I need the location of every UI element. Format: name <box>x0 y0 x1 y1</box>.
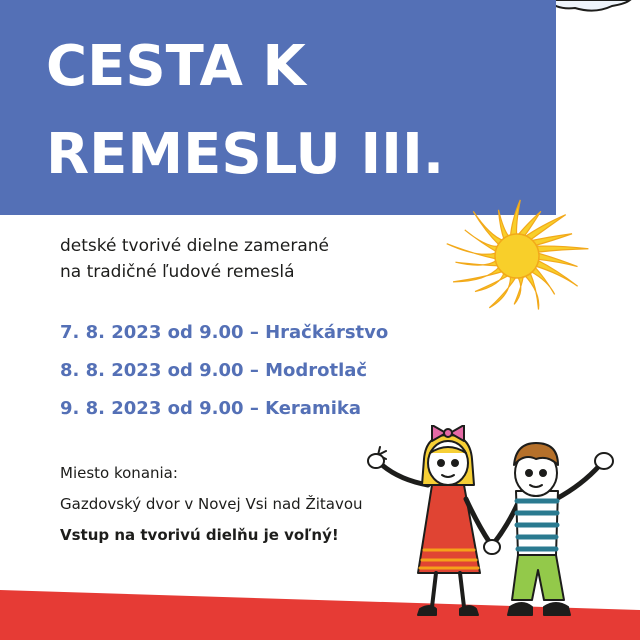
venue-block <box>60 460 363 553</box>
venue-label: Miesto konania: <box>60 464 178 482</box>
title-line-2: REMESLU III. <box>46 122 445 187</box>
children-illustration <box>360 425 630 630</box>
event-item-3: 9. 8. 2023 od 9.00 – Keramika <box>60 398 361 419</box>
venue-place: Gazdovský dvor v Novej Vsi nad Žitavou <box>60 495 363 513</box>
sun-icon <box>420 186 630 336</box>
event-list <box>60 318 388 432</box>
subtitle-line-2: na tradičné ľudové remeslá <box>60 262 295 282</box>
event-item-2: 8. 8. 2023 od 9.00 – Modrotlač <box>60 360 368 381</box>
subtitle <box>60 233 329 285</box>
title-line-1: CESTA K <box>46 34 306 99</box>
subtitle-line-1: detské tvorivé dielne zamerané <box>60 236 329 256</box>
event-item-1: 7. 8. 2023 od 9.00 – Hračkárstvo <box>60 322 389 343</box>
entry-note: Vstup na tvorivú dielňu je voľný! <box>60 526 339 544</box>
